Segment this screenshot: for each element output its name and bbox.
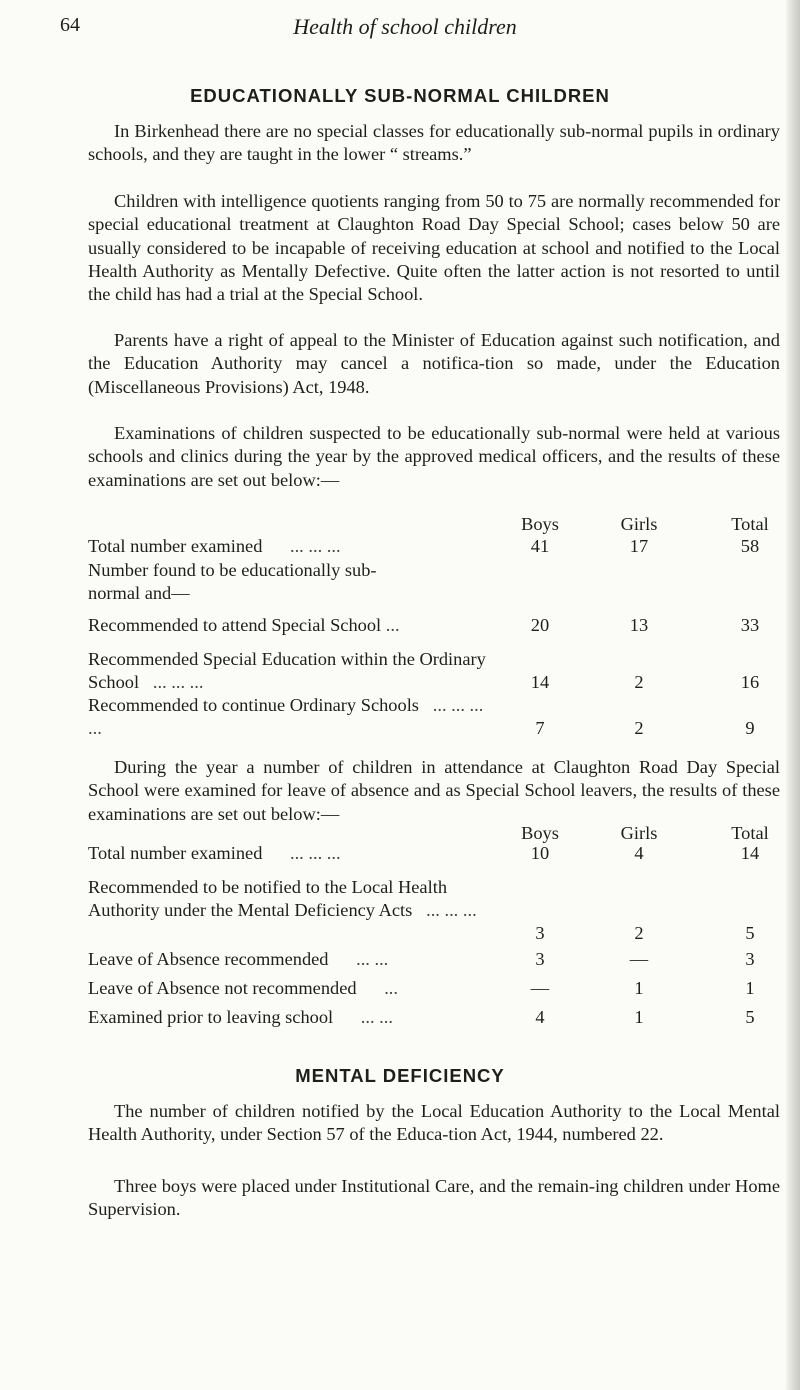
column-header-total: Total (731, 514, 769, 534)
leader-dots: ... (384, 978, 398, 998)
row-label: Leave of Absence not recommended (88, 978, 357, 998)
cell-girls: 2 (634, 718, 644, 738)
page-number: 64 (60, 14, 80, 36)
cell-total: 5 (745, 923, 755, 943)
cell-girls: 2 (634, 672, 644, 692)
paragraph-5: During the year a number of children in attendance at Claughton Road Day Special School were examined for leave of absence and as Special School leavers, the results of these examinations are set out below:— (88, 757, 780, 824)
row-label: Number found to be educationally sub-normal and— (88, 560, 377, 603)
section-heading-esn: EDUCATIONALLY SUB-NORMAL CHILDREN (190, 85, 610, 106)
row-label: Recommended to continue Ordinary Schools (88, 695, 419, 715)
cell-boys: — (530, 978, 550, 998)
page-edge-shadow (786, 0, 800, 1390)
row-label: Recommended to attend Special School (88, 615, 382, 635)
cell-total: 3 (745, 949, 755, 969)
leader-dots: ... ... ... (152, 672, 204, 692)
leader-dots: ... ... ... (289, 536, 341, 556)
cell-girls: 13 (629, 615, 649, 635)
cell-girls: 1 (634, 978, 644, 998)
column-header-total: Total (731, 823, 769, 843)
paragraph-4: Examinations of children suspected to be educationally sub-normal were held at various schools and clinics during the year by the approved medical officers, and the results of these examinations are set out below:— (88, 423, 780, 490)
cell-boys: 20 (530, 615, 550, 635)
column-header-girls: Girls (620, 514, 658, 534)
cell-boys: 3 (535, 923, 545, 943)
cell-boys: 41 (530, 536, 550, 556)
row-label: Recommended to be notified to the Local Health Authority under the Mental Deficiency Acts (88, 877, 448, 920)
leader-dots: ... ... (356, 949, 389, 969)
cell-total: 58 (740, 536, 760, 556)
row-label: Leave of Absence recommended (88, 949, 329, 969)
cell-total: 9 (745, 718, 755, 738)
cell-total: 5 (745, 1007, 755, 1027)
cell-girls: — (629, 949, 649, 969)
running-header (60, 14, 750, 44)
leader-dots: ... ... (360, 1007, 393, 1027)
leader-dots: ... (385, 615, 400, 635)
cell-boys: 10 (530, 843, 550, 863)
cell-girls: 1 (634, 1007, 644, 1027)
column-header-boys: Boys (521, 514, 559, 534)
row-label: Examined prior to leaving school (88, 1007, 334, 1027)
cell-girls: 17 (629, 536, 649, 556)
section-heading-mental-deficiency: MENTAL DEFICIENCY (295, 1065, 505, 1086)
paragraph-1: In Birkenhead there are no special classes for educationally sub-normal pupils in ordinary schools, and they are taught in the lower “ streams.” (88, 121, 780, 165)
leader-dots: ... ... ... (426, 900, 477, 920)
cell-total: 1 (745, 978, 755, 998)
paragraph-6: The number of children notified by the Local Education Authority to the Local Mental Health Authority, under Section 57 of the Educa-tion Act, 1944, numbered 22. (88, 1101, 780, 1145)
cell-girls: 2 (634, 923, 644, 943)
column-header-boys: Boys (521, 823, 559, 843)
row-label: Total number examined (88, 536, 263, 556)
cell-total: 16 (740, 672, 760, 692)
leader-dots: ... ... ... (289, 843, 341, 863)
cell-boys: 3 (535, 949, 545, 969)
column-header-girls: Girls (620, 823, 658, 843)
cell-girls: 4 (634, 843, 644, 863)
row-label: Total number examined (88, 843, 263, 863)
paragraph-3: Parents have a right of appeal to the Minister of Education against such notification, and the Education Authority may cancel a notifica-tion so made, under the Education (Miscellaneous Provisions) Act, 1948. (88, 330, 780, 397)
running-title: Health of school children (293, 14, 517, 39)
cell-boys: 14 (530, 672, 550, 692)
paragraph-7: Three boys were placed under Institutional Care, and the remain-ing children under Home Supervision. (88, 1176, 780, 1220)
paragraph-2: Children with intelligence quotients ranging from 50 to 75 are normally recommended for special educational treatment at Claughton Road Day Special School; cases below 50 are usually considered to be incapable of receiving education at school and notified to the Local Health Authority as Mentally Defective. Quite often the latter action is not resorted to until the child has had a trial at the Special School. (88, 191, 780, 305)
cell-total: 14 (740, 843, 760, 863)
cell-boys: 7 (535, 718, 545, 738)
row-label: Recommended Special Education within the Ordinary School (88, 649, 486, 692)
cell-boys: 4 (535, 1007, 545, 1027)
leader-dots: ... ... ... ... (88, 695, 484, 738)
cell-total: 33 (740, 615, 760, 635)
